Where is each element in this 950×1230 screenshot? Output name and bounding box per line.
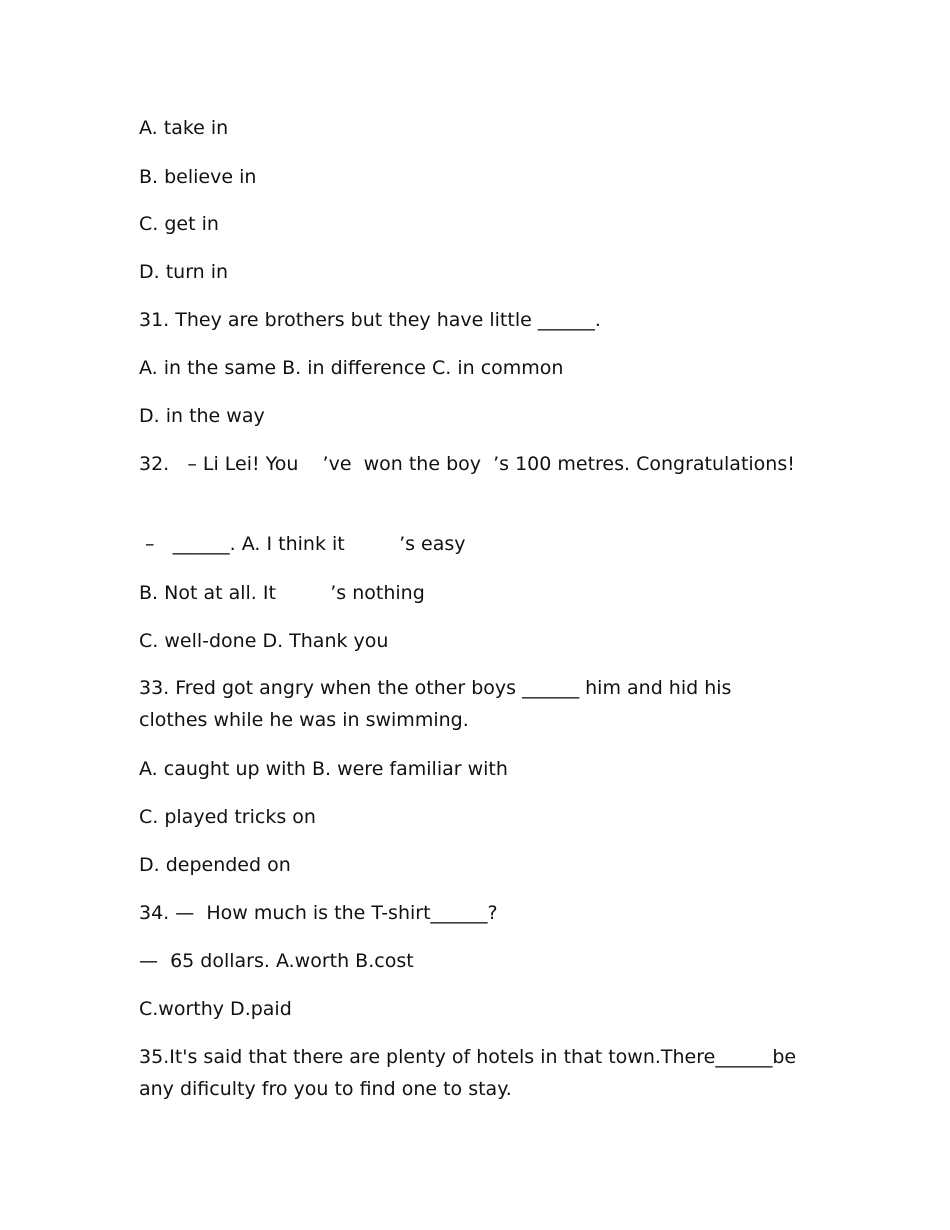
question-35: 35.It's said that there are plenty of hotels in that town.There______be any dificulty fro you to find one to stay. xyxy=(139,1046,803,1100)
question-34: 34. — How much is the T-shirt______? xyxy=(139,902,498,924)
options-33-ab: A. caught up with B. were familiar with xyxy=(139,758,508,780)
option-31-d: D. in the way xyxy=(139,405,265,427)
option-32-b: B. Not at all. It ’s nothing xyxy=(139,582,425,604)
options-31-abc: A. in the same B. in difference C. in common xyxy=(139,357,564,379)
question-31: 31. They are brothers but they have little ______. xyxy=(139,309,601,331)
reply-32-option-a: – ______. A. I think it ’s easy xyxy=(139,533,466,555)
question-32: 32. – Li Lei! You ’ve won the boy ’s 100 metres. Congratulations! xyxy=(139,453,795,475)
reply-34-options-ab: — 65 dollars. A.worth B.cost xyxy=(139,950,414,972)
question-33: 33. Fred got angry when the other boys ______ him and hid his clothes while he was in swimming. xyxy=(139,677,738,731)
option-30-b: B. believe in xyxy=(139,166,257,188)
options-34-cd: C.worthy D.paid xyxy=(139,998,292,1020)
option-33-c: C. played tricks on xyxy=(139,806,316,828)
options-32-cd: C. well-done D. Thank you xyxy=(139,630,389,652)
option-30-a: A. take in xyxy=(139,117,229,139)
option-33-d: D. depended on xyxy=(139,854,291,876)
option-30-d: D. turn in xyxy=(139,261,229,283)
option-30-c: C. get in xyxy=(139,213,219,235)
